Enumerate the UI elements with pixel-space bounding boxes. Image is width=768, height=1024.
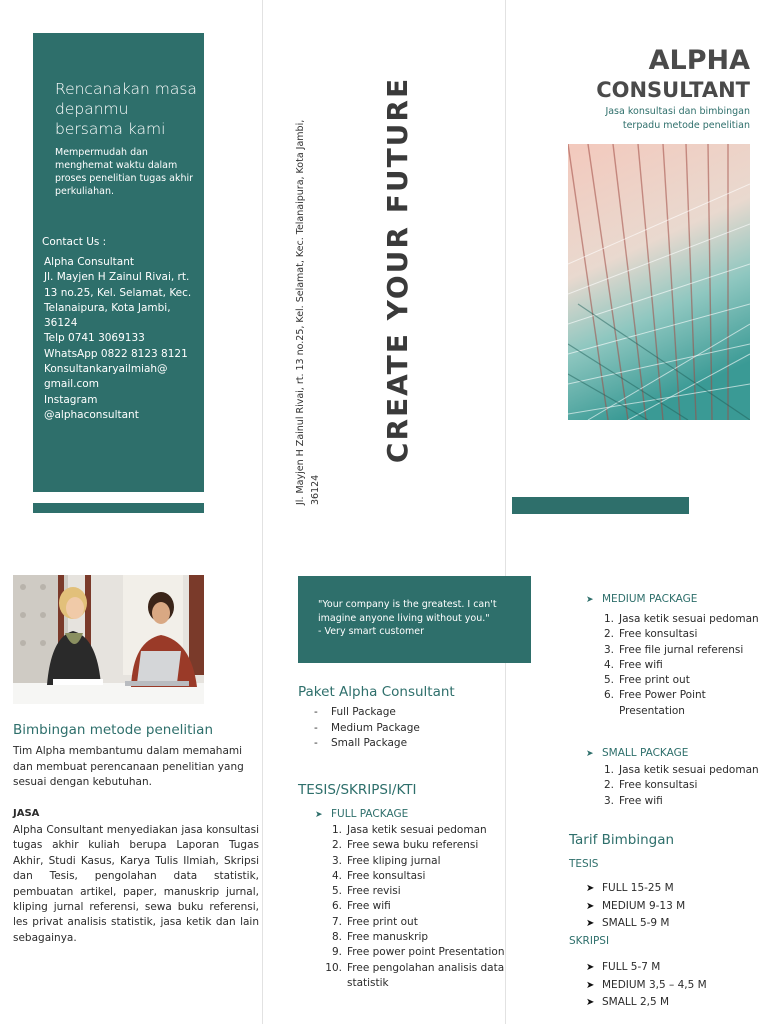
list-item: 1. Jasa ketik sesuai pedoman xyxy=(603,764,759,776)
small-package-list xyxy=(602,763,768,809)
accent-bar xyxy=(33,503,204,513)
medium-package-list xyxy=(602,612,768,719)
arrowhead-bullet-icon: ➤ xyxy=(586,962,595,973)
contact-details xyxy=(44,255,204,423)
contact-email: Konsultankaryailmiah@ xyxy=(44,363,168,376)
medium-package-title: MEDIUM PACKAGE xyxy=(602,593,698,605)
address-line: 36124 xyxy=(310,474,321,505)
bimbingan-text: Tim Alpha membantumu dalam memahami dan membuat perencanaan penelitian yang sesuai dengan kebutuhan. xyxy=(13,745,244,788)
list-item: - Small Package xyxy=(314,736,420,752)
tarif-heading: Tarif Bimbingan xyxy=(569,832,675,848)
arrowhead-bullet-icon: ➤ xyxy=(586,918,595,929)
contact-phone: Telp 0741 3069133 xyxy=(44,332,145,345)
list-item: 2. Free konsultasi xyxy=(603,628,698,641)
list-item: ➤ SMALL 2,5 M xyxy=(586,994,707,1012)
contact-instagram: @alphaconsultant xyxy=(44,408,139,421)
intro-text: Mempermudah dan menghemat waktu dalam proses penelitian tugas akhir perkuliahan. xyxy=(55,147,194,197)
jasa-text: Alpha Consultant menyediakan jasa konsultasi tugas akhir kuliah berupa Laporan Tugas Akhir, Studi Kasus, Karya Tulis Ilmiah, Skripsi dan Tesis, pengolahan data statistik, pembuatan artikel, paper, manuskrip jurnal, kliping jurnal referensi, sewa buku referensi, les privat analisis statistik, jasa ketik dan lain sebagainya. xyxy=(13,824,259,944)
contact-email: gmail.com xyxy=(44,378,99,391)
contact-instagram: Instagram xyxy=(44,393,98,406)
list-item: 3. Free kliping jurnal xyxy=(331,854,441,867)
tesis-price-list xyxy=(586,880,685,933)
tesis-label: TESIS xyxy=(569,858,599,870)
list-item: - Medium Package xyxy=(314,721,420,737)
list-item: ➤ MEDIUM 9-13 M xyxy=(586,898,685,916)
skripsi-label: SKRIPSI xyxy=(569,935,610,947)
list-item: 3. Free file jurnal referensi xyxy=(603,643,744,656)
small-package-heading xyxy=(586,747,688,759)
medium-package-heading xyxy=(586,593,697,605)
list-item: 6. Free Power Point Presentation xyxy=(603,689,706,717)
arrowhead-bullet-icon: ➤ xyxy=(586,900,595,912)
contact-line: 13 no.25, Kel. Selamat, Kec. xyxy=(44,286,192,299)
vertical-address xyxy=(293,70,333,505)
bimbingan-heading: Bimbingan metode penelitian xyxy=(13,722,214,738)
arrowhead-bullet-icon: ➤ xyxy=(586,749,594,759)
contact-line: Telanaipura, Kota Jambi, xyxy=(44,301,171,314)
brand-subtitle xyxy=(560,105,750,133)
list-item: 4. Free konsultasi xyxy=(331,869,426,882)
list-item: ➤ FULL 5-7 M xyxy=(586,959,707,977)
contact-title: Contact Us : xyxy=(42,236,107,248)
list-item: - Full Package xyxy=(314,705,420,721)
vertical-title xyxy=(380,60,420,480)
list-item: ➤ FULL 15-25 M xyxy=(586,880,685,898)
contact-whatsapp: WhatsApp 0822 8123 8121 xyxy=(44,347,188,360)
paket-heading: Paket Alpha Consultant xyxy=(298,684,455,700)
list-item: 6. Free wifi xyxy=(331,900,391,913)
list-item: 1. Jasa ketik sesuai pedoman xyxy=(331,824,487,836)
contact-line: Alpha Consultant xyxy=(44,256,134,268)
list-item: 7. Free print out xyxy=(331,915,418,928)
address-line: Jl. Mayjen H Zainul Rivai, rt. 13 no.25, Kel. Selamat, Kec. Telanaipura, Kota Jambi, xyxy=(295,119,306,505)
skripsi-price-list xyxy=(586,959,707,1012)
arrowhead-bullet-icon: ➤ xyxy=(315,810,323,820)
brand-name-line2: CONSULTANT xyxy=(596,78,750,102)
arrowhead-bullet-icon: ➤ xyxy=(586,997,595,1008)
list-item: 3. Free wifi xyxy=(603,794,663,807)
contact-line: Jl. Mayjen H Zainul Rivai, rt. xyxy=(44,271,190,284)
paket-list xyxy=(314,705,420,752)
contact-line: 36124 xyxy=(44,317,78,330)
full-package-list xyxy=(325,823,525,991)
list-item: 8. Free manuskrip xyxy=(331,931,429,944)
contact-panel xyxy=(33,33,204,492)
tesis-skripsi-kti-heading: TESIS/SKRIPSI/KTI xyxy=(298,782,417,798)
list-item: 1. Jasa ketik sesuai pedoman xyxy=(603,613,759,625)
fold-line-left xyxy=(262,0,263,1024)
students-photo xyxy=(13,575,204,704)
accent-bar xyxy=(512,497,689,514)
list-item: 2. Free konsultasi xyxy=(603,779,698,792)
arrowhead-bullet-icon: ➤ xyxy=(586,595,594,605)
arrowhead-bullet-icon: ➤ xyxy=(586,979,595,991)
building-image xyxy=(568,144,750,420)
list-item: 2. Free sewa buku referensi xyxy=(331,839,479,852)
jasa-heading: JASA xyxy=(13,808,40,819)
tagline: Rencanakan masa depanmu bersama kami xyxy=(55,80,197,138)
list-item: 5. Free revisi xyxy=(331,885,401,898)
small-package-title: SMALL PACKAGE xyxy=(602,747,689,759)
subtitle-line: Jasa konsultasi dan bimbingan xyxy=(605,106,750,117)
subtitle-line: terpadu metode penelitian xyxy=(622,120,750,131)
full-package-title: FULL PACKAGE xyxy=(331,808,409,820)
list-item: ➤ MEDIUM 3,5 – 4,5 M xyxy=(586,977,707,995)
list-item: ➤ SMALL 5-9 M xyxy=(586,915,685,933)
list-item: 5. Free print out xyxy=(603,674,690,687)
quote-author: - Very smart customer xyxy=(318,626,425,637)
quote-text: "Your company is the greatest. I can't imagine anyone living without you." xyxy=(318,599,497,624)
list-item: 10. Free pengolahan analisis data statistik xyxy=(325,961,505,989)
list-item: 4. Free wifi xyxy=(603,658,663,671)
create-your-future-title: CREATE YOUR FUTURE xyxy=(381,76,414,464)
arrowhead-bullet-icon: ➤ xyxy=(586,883,595,894)
brand-name-line1: ALPHA xyxy=(648,45,750,76)
list-item: 9. Free power point Presentation xyxy=(331,946,505,959)
testimonial-quote xyxy=(298,576,531,663)
full-package-heading xyxy=(315,808,408,820)
